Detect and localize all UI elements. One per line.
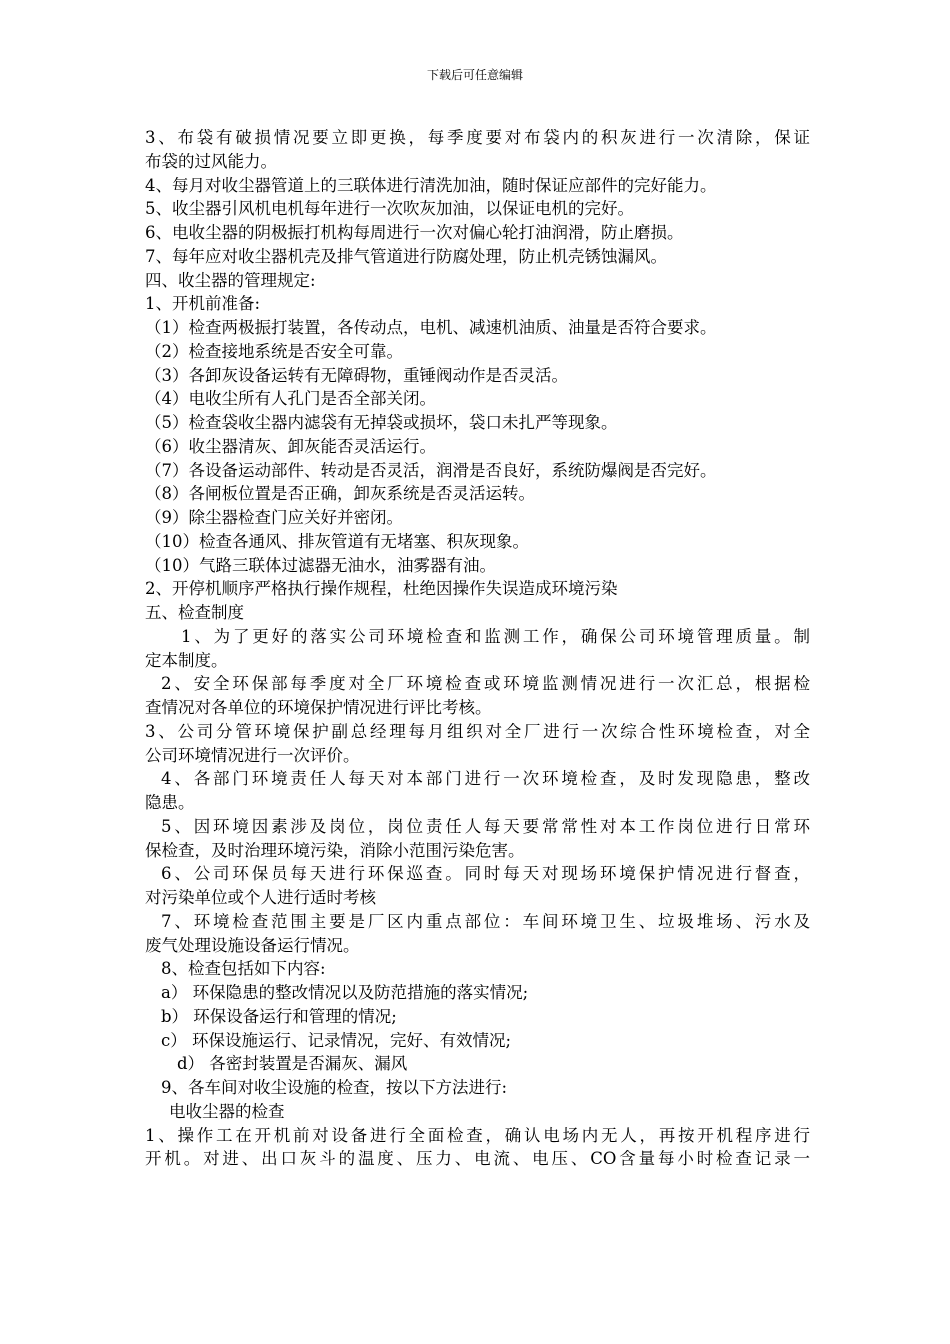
- text-line: a） 环保隐患的整改情况以及防范措施的落实情况;: [161, 983, 529, 1002]
- text-line: 4、各部门环境责任人每天对本部门进行一次环境检查，及时发现隐患，整改: [161, 769, 810, 789]
- document-body: [145, 126, 810, 1171]
- text-line: （7）各设备运动部件、转动是否灵活，润滑是否良好，系统防爆阀是否完好。: [145, 460, 717, 480]
- text-line: 2、开停机顺序严格执行操作规程，杜绝因操作失误造成环境污染: [145, 579, 618, 599]
- text-line: 5、因环境因素涉及岗位，岗位责任人每天要常常性对本工作岗位进行日常环: [161, 816, 810, 836]
- text-line: 对污染单位或个人进行适时考核: [145, 888, 376, 907]
- text-line: 7、环境检查范围主要是厂区内重点部位：车间环境卫生、垃圾堆场、污水及: [161, 911, 810, 931]
- text-line: （10）检查各通风、排灰管道有无堵塞、积灰现象。: [145, 531, 529, 551]
- text-line: （6）收尘器清灰、卸灰能否灵活运行。: [145, 436, 436, 456]
- text-line: 6、公司环保员每天进行环保巡查。同时每天对现场环境保护情况进行督查，: [161, 864, 810, 884]
- text-line: c） 环保设施运行、记录情况，完好、有效情况;: [161, 1030, 512, 1050]
- text-line: 保检查，及时治理环境污染，消除小范围污染危害。: [145, 840, 525, 860]
- text-line: 废气处理设施设备运行情况。: [145, 935, 360, 955]
- text-line: 3、公司分管环境保护副总经理每月组织对全厂进行一次综合性环境检查，对全: [145, 721, 810, 741]
- text-line: （3）各卸灰设备运转有无障碍物，重锤阀动作是否灵活。: [145, 365, 568, 385]
- text-line: （4）电收尘所有人孔门是否全部关闭。: [145, 389, 436, 409]
- text-line: 2、安全环保部每季度对全厂环境检查或环境监测情况进行一次汇总，根据检: [161, 674, 810, 694]
- text-line: 查情况对各单位的环境保护情况进行评比考核。: [145, 698, 492, 717]
- text-line: （1）检查两极振打装置，各传动点，电机、减速机油质、油量是否符合要求。: [145, 318, 717, 337]
- text-line: 3、布袋有破损情况要立即更换，每季度要对布袋内的积灰进行一次清除，保证: [145, 128, 810, 147]
- text-line: 五、检查制度: [145, 603, 244, 622]
- text-line: （5）检查袋收尘器内滤袋有无掉袋或损坏，袋口未扎严等现象。: [145, 413, 618, 432]
- text-line: 隐患。: [145, 793, 195, 812]
- text-line: 5、收尘器引风机电机每年进行一次吹灰加油，以保证电机的完好。: [145, 199, 634, 219]
- text-line: （8）各闸板位置是否正确，卸灰系统是否灵活运转。: [145, 484, 535, 504]
- text-line: 4、每月对收尘器管道上的三联体进行清洗加油，随时保证应部件的完好能力。: [145, 175, 717, 195]
- text-line: 1、为了更好的落实公司环境检查和监测工作，确保公司环境管理质量。制: [181, 626, 810, 646]
- text-line: 定本制度。: [145, 650, 228, 670]
- text-line: 四、收尘器的管理规定:: [145, 270, 316, 290]
- text-line: 1、操作工在开机前对设备进行全面检查，确认电场内无人，再按开机程序进行: [145, 1125, 810, 1145]
- page-header: 下载后可任意编辑: [426, 68, 523, 82]
- text-line: 电收尘器的检查: [169, 1101, 285, 1121]
- text-line: 开机。对进、出口灰斗的温度、压力、电流、电压、CO含量每小时检查记录一: [145, 1149, 810, 1169]
- text-line: b） 环保设备运行和管理的情况;: [161, 1006, 397, 1026]
- text-line: （9）除尘器检查门应关好并密闭。: [145, 508, 403, 527]
- text-line: （10）气路三联体过滤器无油水，油雾器有油。: [145, 555, 496, 575]
- text-line: 6、电收尘器的阴极振打机构每周进行一次对偏心轮打油润滑，防止磨损。: [145, 223, 684, 242]
- text-line: （2）检查接地系统是否安全可靠。: [145, 341, 403, 361]
- text-line: 8、检查包括如下内容:: [161, 959, 326, 979]
- text-line: d） 各密封装置是否漏灰、漏风: [177, 1054, 408, 1074]
- text-line: 1、开机前准备:: [145, 294, 261, 314]
- text-line: 布袋的过风能力。: [145, 151, 277, 171]
- text-line: 公司环境情况进行一次评价。: [145, 745, 360, 765]
- text-line: 9、各车间对收尘设施的检查，按以下方法进行:: [161, 1078, 508, 1097]
- text-line: 7、每年应对收尘器机壳及排气管道进行防腐处理，防止机壳锈蚀漏风。: [145, 246, 667, 266]
